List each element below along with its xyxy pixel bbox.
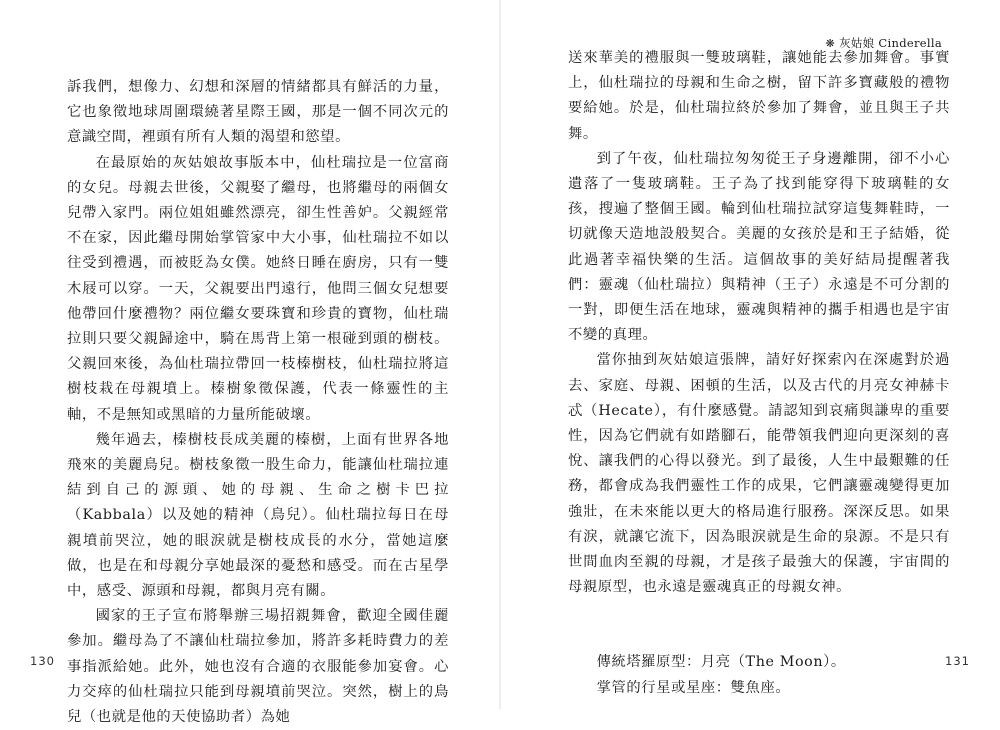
paragraph: 到了午夜，仙杜瑞拉匆匆從王子身邊離開，卻不小心遺落了一隻玻璃鞋。王子為了找到能穿得下玻璃鞋的女孩，搜遍了整個王國。輪到仙杜瑞拉試穿這隻舞鞋時，一切就像天造地設般契合。美麗的女孩於是和王子結婚，從此過著幸福快樂的生活。這個故事的美好結局提醒著我們：靈魂（仙杜瑞拉）與精神（王子）永遠是不可分割的一對，即便生活在地球，靈魂與精神的攜手相遇也是宇宙不變的真理。	[568, 150, 950, 344]
flower-ornament-icon: ❋	[825, 36, 836, 50]
right-page	[500, 0, 1000, 709]
running-header-title: 灰姑娘 Cinderella	[839, 36, 942, 50]
ruling-planet-note: 掌管的行星或星座：雙魚座。	[596, 679, 791, 696]
right-body-text	[568, 46, 950, 701]
left-page	[0, 0, 500, 726]
page-number: 131	[945, 654, 970, 668]
paragraph: 送來華美的禮服與一雙玻璃鞋，讓她能去參加舞會。事實上，仙杜瑞拉的母親和生命之樹，留下許多寶藏般的禮物要給她。於是，仙杜瑞拉終於參加了舞會，並且與王子共舞。	[568, 50, 950, 142]
section-spacer	[568, 600, 950, 650]
paragraph: 國家的王子宣布將舉辦三場招親舞會，歡迎全國佳麗參加。繼母為了不讓仙杜瑞拉參加，將許多耗時費力的差事指派給她。此外，她也沒有合適的衣服能參加宴會。心力交瘁的仙杜瑞拉只能到母親墳前哭泣。突然，樹上的鳥兒（也就是他的天使協助者）為她	[67, 608, 449, 726]
page-number: 130	[30, 654, 55, 668]
paragraph: 幾年過去，榛樹枝長成美麗的榛樹，上面有世界各地飛來的美麗鳥兒。樹枝象徵一股生命力，能讓仙杜瑞拉連結到自己的源頭、她的母親、生命之樹卡巴拉（Kabbala）以及她的精神（鳥兒）。仙杜瑞拉每日在母親墳前哭泣，她的眼淚就是樹枝成長的水分，當她這麼做，也是在和母親分享她最深的憂愁和感受。而在古星學中，感受、源頭和母親，都與月亮有關。	[67, 431, 449, 600]
paragraph: 訴我們，想像力、幻想和深層的情緒都具有鮮活的力量，它也象徵地球周圍環繞著星際王國，那是一個不同次元的意識空間，裡頭有所有人類的渴望和慾望。	[67, 79, 449, 146]
tarot-archetype-note: 傳統塔羅原型：月亮（The Moon）。	[596, 654, 846, 671]
left-body-text	[67, 75, 449, 730]
paragraph: 在最原始的灰姑娘故事版本中，仙杜瑞拉是一位富商的女兒。母親去世後，父親娶了繼母，也將繼母的兩個女兒帶入家門。兩位姐姐雖然漂亮，卻生性善妒。父親經常不在家，因此繼母開始掌管家中大小事，仙杜瑞拉不如以往受到禮遇，而被貶為女僕。她終日睡在廚房，只有一雙木屐可以穿。一天，父親要出門遠行，他問三個女兒想要他帶回什麼禮物？兩位繼女要珠寶和珍貴的寶物，仙杜瑞拉則只要父親歸途中，騎在馬背上第一根碰到頭的樹枝。父親回來後，為仙杜瑞拉帶回一枝榛樹枝，仙杜瑞拉將這樹枝栽在母親墳上。榛樹象徵保護，代表一條靈性的主軸，不是無知或黑暗的力量所能破壞。	[67, 154, 449, 423]
paragraph: 當你抽到灰姑娘這張牌，請好好探索內在深處對於過去、家庭、母親、困頓的生活，以及古代的月亮女神赫卡忒（Hecate），有什麼感覺。請認知到哀痛與謙卑的重要性，因為它們就有如踏腳石，能帶領我們迎向更深刻的喜悅、讓我們的心得以發光。到了最後，人生中最艱難的任務，都會成為我們靈性工作的成果，它們讓靈魂變得更加強壯，在未來能以更大的格局進行服務。深深反思。如果有淚，就讓它流下，因為眼淚就是生命的泉源。不是只有世間血肉至親的母親，才是孩子最強大的保護，宇宙間的母親原型，也永遠是靈魂真正的母親女神。	[568, 352, 950, 596]
